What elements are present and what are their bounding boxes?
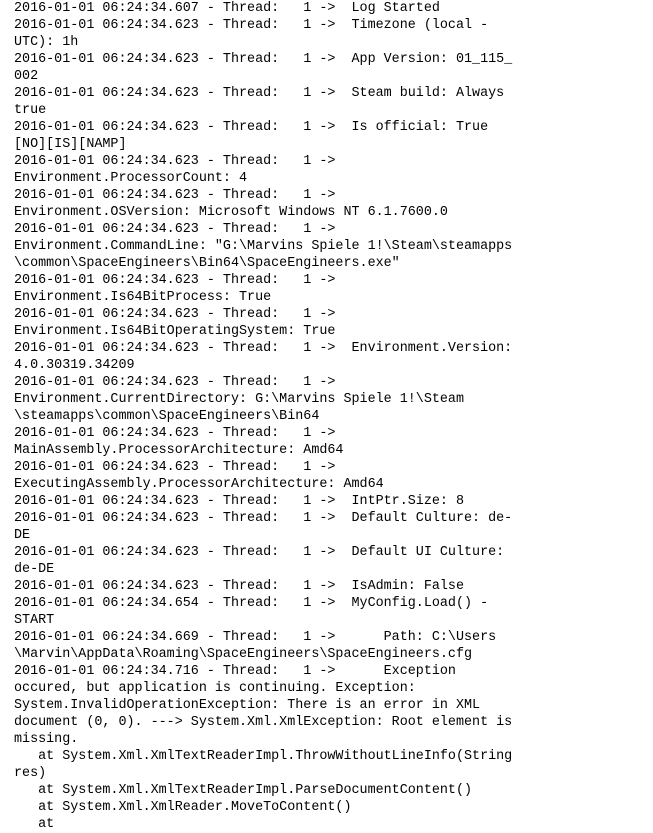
log-line: 2016-01-01 06:24:34.623 - Thread: 1 -> [14,460,336,475]
log-line: 2016-01-01 06:24:34.623 - Thread: 1 -> [14,426,336,441]
log-line: 2016-01-01 06:24:34.654 - Thread: 1 -> MyConfig.Load() - [14,596,489,611]
log-line: Environment.OSVersion: Microsoft Windows NT 6.1.7600.0 [14,205,448,220]
log-line: START [14,613,55,628]
log-line: 2016-01-01 06:24:34.623 - Thread: 1 -> Timezone (local - [14,18,489,33]
log-line: Environment.Is64BitProcess: True [14,290,272,305]
log-line: ExecutingAssembly.ProcessorArchitecture: Amd64 [14,477,384,492]
log-line: 2016-01-01 06:24:34.623 - Thread: 1 -> App Version: 01_115_ [14,52,513,67]
log-line: true [14,103,47,118]
log-line: de-DE [14,562,55,577]
log-line: 2016-01-01 06:24:34.623 - Thread: 1 -> Default UI Culture: [14,545,505,560]
log-line: missing. [14,732,79,747]
log-line: 2016-01-01 06:24:34.669 - Thread: 1 -> Path: C:\Users [14,630,497,645]
log-line: occured, but application is continuing. Exception: [14,681,416,696]
log-line: 2016-01-01 06:24:34.623 - Thread: 1 -> [14,154,336,169]
log-line: \Marvin\AppData\Roaming\SpaceEngineers\SpaceEngineers.cfg [14,647,473,662]
log-line: MainAssembly.ProcessorArchitecture: Amd64 [14,443,344,458]
log-line: 2016-01-01 06:24:34.716 - Thread: 1 -> Exception [14,664,456,679]
log-line: 2016-01-01 06:24:34.623 - Thread: 1 -> [14,222,336,237]
log-line: DE [14,528,31,543]
log-line: Environment.Is64BitOperatingSystem: True [14,324,336,339]
log-line: 2016-01-01 06:24:34.623 - Thread: 1 -> Default Culture: de- [14,511,513,526]
log-text-view [14,0,644,833]
log-line: 2016-01-01 06:24:34.623 - Thread: 1 -> Steam build: Always [14,86,505,101]
log-line: Environment.CommandLine: "G:\Marvins Spiele 1!\Steam\steamapps [14,239,513,254]
log-line: at System.Xml.XmlReader.MoveToContent() [14,800,352,815]
log-line: 2016-01-01 06:24:34.623 - Thread: 1 -> IntPtr.Size: 8 [14,494,464,509]
log-line: Environment.ProcessorCount: 4 [14,171,248,186]
log-line: Environment.CurrentDirectory: G:\Marvins Spiele 1!\Steam [14,392,464,407]
log-line: 2016-01-01 06:24:34.623 - Thread: 1 -> [14,188,336,203]
log-line: 2016-01-01 06:24:34.607 - Thread: 1 -> Log Started [14,1,440,16]
log-line: 4.0.30319.34209 [14,358,135,373]
log-line: 2016-01-01 06:24:34.623 - Thread: 1 -> [14,375,336,390]
log-line: at [14,817,55,832]
log-line: res) [14,766,47,781]
log-line: \common\SpaceEngineers\Bin64\SpaceEngineers.exe" [14,256,400,271]
log-line: \steamapps\common\SpaceEngineers\Bin64 [14,409,320,424]
log-line: System.InvalidOperationException: There is an error in XML [14,698,481,713]
log-line: 002 [14,69,39,84]
log-line: 2016-01-01 06:24:34.623 - Thread: 1 -> IsAdmin: False [14,579,464,594]
log-line: at System.Xml.XmlTextReaderImpl.ParseDocumentContent() [14,783,473,798]
log-line: 2016-01-01 06:24:34.623 - Thread: 1 -> Is official: True [14,120,489,135]
log-line: UTC): 1h [14,35,79,50]
log-line: 2016-01-01 06:24:34.623 - Thread: 1 -> [14,273,336,288]
log-line: document (0, 0). ---> System.Xml.XmlException: Root element is [14,715,513,730]
log-line: 2016-01-01 06:24:34.623 - Thread: 1 -> [14,307,336,322]
log-line: [NO][IS][NAMP] [14,137,127,152]
log-line: at System.Xml.XmlTextReaderImpl.ThrowWithoutLineInfo(String [14,749,513,764]
log-line: 2016-01-01 06:24:34.623 - Thread: 1 -> Environment.Version: [14,341,513,356]
